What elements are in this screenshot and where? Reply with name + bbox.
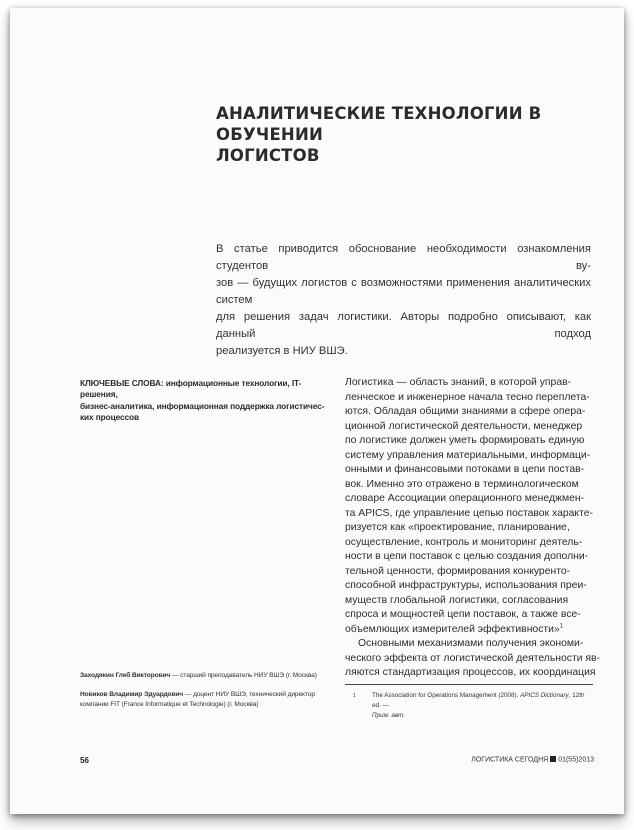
body-line: ются. Обладая общими знаниями в сфере опера- [345, 406, 586, 417]
footnote-ref[interactable]: 1 [559, 623, 564, 630]
article-abstract [216, 241, 591, 360]
body-line: онными и финансовыми потоками в цепи постав- [345, 464, 585, 475]
author-desc: — доцент НИУ ВШЭ, технический директор компании FIT (France Informatique et Technologie) (г. Москва) [80, 691, 315, 708]
issue-number: 01(55)2013 [558, 756, 594, 764]
footnote-text-part: , 12th ed. — [372, 692, 585, 709]
article-title [216, 103, 606, 166]
body-line: муществ глобальной логистики, согласования [345, 594, 569, 606]
body-line: ляются стандартизация процессов, их координация [345, 667, 596, 678]
body-line: систему управления материальными, информаци- [345, 449, 591, 461]
abstract-line: реализуется в НИУ ВШЭ. [216, 345, 348, 357]
keywords-line: бизнес-аналитика, информационная поддержка логистичес- [80, 400, 325, 411]
author-info [80, 690, 330, 709]
page-number: 56 [80, 756, 89, 765]
body-line: ческого эффекта от логистической деятельности яв- [345, 652, 601, 664]
body-line: вок. Именно это отражено в терминологическом [345, 478, 579, 490]
abstract-line: зов — будущих логистов с возможностями применения аналитических систем [216, 277, 591, 306]
author-name: Новиков Владимир Эдуардович [80, 691, 184, 698]
footnote-text-part: The Association for Operations Management (2008). [372, 692, 521, 699]
running-footer [450, 756, 594, 764]
author-info [80, 671, 330, 681]
body-line: ности в цепи поставок с целью создания дополни- [345, 551, 589, 562]
footnote-text [372, 691, 592, 721]
body-line: ционной логистической деятельности, менеджер [345, 420, 583, 432]
body-line: Основными механизмами получения экономи- [358, 638, 584, 649]
square-bullet-icon [550, 756, 556, 762]
journal-name: ЛОГИСТИКА СЕГОДНЯ [471, 756, 549, 764]
body-line: по логистике должен уметь формировать единую [345, 435, 585, 446]
keywords-line: ких процессов [80, 411, 140, 422]
body-line: осуществление, контроль и мониторинг деятель- [345, 536, 583, 548]
body-line: тельной ценности, формирования конкуренто- [345, 565, 571, 577]
footnote-italic: APICS Dictionary [520, 692, 569, 699]
body-line: ризуется как «проектирование, планирование, [345, 522, 570, 533]
keywords-block [80, 378, 325, 423]
footnote-divider [345, 684, 593, 685]
body-line: Логистика — область знаний, в которой управ- [345, 377, 572, 388]
body-line: способной инфраструктуры, использования преи- [345, 580, 587, 591]
abstract-line: для решения задач логистики. Авторы подробно описывают, как данный подход [216, 311, 591, 340]
author-desc: — старший преподаватель НИУ ВШЭ (г. Москва) [170, 672, 317, 679]
body-line-with-footnote [345, 623, 590, 638]
body-line: объемлющих измерителей эффективности» [345, 623, 560, 635]
title-line: АНАЛИТИЧЕСКИЕ ТЕХНОЛОГИИ В ОБУЧЕНИИ [216, 104, 542, 144]
keywords-line: КЛЮЧЕВЫЕ СЛОВА: информационные технологии, IT-решения, [80, 378, 302, 400]
footnote-note: Прим. авт. [372, 712, 406, 719]
body-line: та APICS, где управление цепью поставок характе- [345, 507, 593, 519]
body-line: словаре Ассоциации операционного менеджмен- [345, 493, 585, 504]
page-sheet [10, 8, 624, 814]
footnote-number: 1 [353, 693, 356, 699]
article-body [345, 376, 601, 681]
title-line: ЛОГИСТОВ [216, 146, 320, 165]
body-line: спроса и мощностей цепи поставок, а также все- [345, 609, 581, 620]
body-line: ленческое и инженерное начала тесно переплета- [345, 391, 590, 403]
author-name: Заходякин Глеб Викторович [80, 672, 171, 679]
abstract-line: В статье приводится обоснование необходимости ознакомления студентов ву- [216, 243, 591, 272]
